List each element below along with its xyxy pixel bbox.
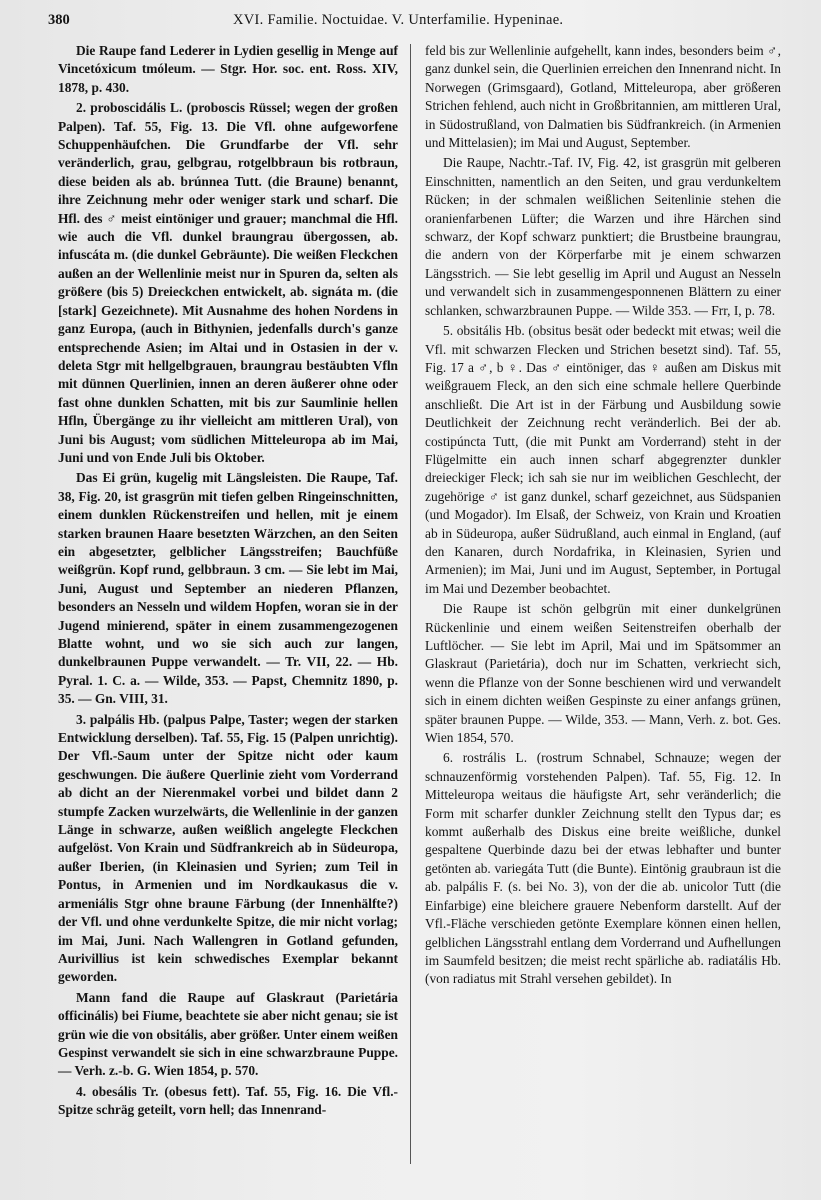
paragraph-obesalis-cont: feld bis zur Wellenlinie aufgehellt, kann indes, besonders beim ♂, ganz dunkel sein, die Querlinien erreichen den Innenrand nicht. In Norwegen (Grimsgaard), Gotland, Mitteleuropa, aber größeren Strichen fehlend, auch nicht in Großbritannien, am mittleren Ural, in Südostrußland, von Dalmatien bis Südfrankreich. (in Armenien und Mittelasien); im Mai und August, September. xyxy=(425,43,781,151)
page-number: 380 xyxy=(48,12,70,28)
paragraph-raupe-obesalis: Die Raupe, Nachtr.-Taf. IV, Fig. 42, ist grasgrün mit gelberen Einschnitten, namentlich an den Seiten, und grau verdunkeltem Rücken; in der schmalen weißlichen Seitenlinie stehen die oranienfarbenen Lüfter; die Warzen und ihre Härchen sind schwarz, der Kopf schwarz punktiert; die Brustbeine braungrau, die andern von der Körperfarbe mit je einem schwarzen Längsstrich. — Sie lebt gesellig im April und August an Nesseln und verwandelt sich in zusammengesponnenen Blättern zu einer schlanken, schwarzbraunen Puppe. — Wilde 353. — Frr, I, p. 78. xyxy=(425,155,781,318)
paragraph-obsitalis: 5. obsitális Hb. (obsitus besät oder bedeckt mit etwas; weil die Vfl. mit schwarzen Flecken und Strichen besetzt sind). Taf. 55, Fig. 17 a ♂, b ♀. Das ♂ eintöniger, das ♀ außen am Diskus mit weißgrauem Fleck, an den sich eine schmale hellere Querbinde anschließt. Die Art ist in der Färbung und Ausbildung sowie Deutlichkeit der Zeichnung recht veränderlich. Bei der ab. costipúncta Tutt, (die mit Punkt am Vorderrand) steht in der Flügelmitte ein auch innen scharf abgegrenzter dunkler dreieckiger Fleck; ich sah sie nur im weiblichen Geschlecht, der zugehörige ♂ ist ganz dunkel, scharf gezeichnet, aus Südspanien (und Mogador). Im Elsaß, der Schweiz, von Krain und Kroatien ab in Südeuropa, außer Südrußland, auch einmal in England, (auf den Kanaren, durch Nordafrika, in Kleinasien, Syrien und Armenien); im Mai, Juni und im August, September, in Portugal im Mai und Dezember beobachtet. xyxy=(425,323,781,596)
paragraph-mann-raupe: Mann fand die Raupe auf Glaskraut (Parietária officinális) bei Fiume, beachtete sie aber nicht genau; sie ist grün wie die von obsitális, aber größer. Unter einem weißen Gespinst verwandelt sie sich in eine schwarzbraune Puppe. — Verh. z.-b. G. Wien 1854, p. 570. xyxy=(58,989,398,1079)
left-column xyxy=(58,42,398,1120)
running-head: XVI. Familie. Noctuidae. V. Unterfamilie. Hypeninae. xyxy=(233,12,564,28)
column-divider xyxy=(410,44,411,1164)
page-header xyxy=(48,10,808,34)
paragraph-raupe-obsitalis: Die Raupe ist schön gelbgrün mit einer dunkelgrünen Rückenlinie und einem weißen Seitenstreifen oberhalb der Luftlöcher. — Sie lebt im April, Mai und im Spätsommer an Glaskraut (Parietária), doch nur im Schatten, verkriecht sich, wenn die Pflanze von der Sonne beschienen wird und verwandelt sich in einem dichten weißen Gespinste zu einer anfangs grünen, später braunen Puppe. — Wilde, 353. — Mann, Verh. z. bot. Ges. Wien 1854, 570. xyxy=(425,601,781,746)
paragraph-ei-raupe-proboscidalis: Das Ei grün, kugelig mit Längsleisten. Die Raupe, Taf. 38, Fig. 20, ist grasgrün mit tiefen gelben Ringeinschnitten, einem dunklen Rückenstreifen und hellen, mit je einem starken braunen Haare besetzten Wärzchen, an den Seiten ein abgesetzter, gelblicher Längsstreifen; Bauchfüße weißgrün. Kopf rund, gelbbraun. 3 cm. — Sie lebt im Mai, Juni, August und September an niederen Pflanzen, besonders an Nesseln und wildem Hopfen, woran sie in der Jugend minierend, später in einem zusammengezogenen Blatte wohnt, und wo sie sich auch zur langen, dunkelbraunen Puppe verwandelt. — Tr. VII, 22. — Hb. Pyral. 1. C. a. — Wilde, 353. — Papst, Chemnitz 1890, p. 35. — Gn. VIII, 31. xyxy=(58,470,398,707)
paragraph-proboscidalis: 2. proboscidális L. (proboscis Rüssel; wegen der großen Palpen). Taf. 55, Fig. 13. Die Vfl. ohne aufgeworfene Schuppenhäufchen. Die Grundfarbe der Vfl. sehr veränderlich, grau, gelbgrau, rotgelbbraun bis rotbraun, diese beiden als ab. brúnnea Tutt. (die Braune) benannt, ihre Zeichnung mehr oder weniger stark und scharf. Die Hfl. des ♂ meist eintöniger und grauer; manchmal die Hfl. wie auch die Vfl. dunkel braungrau übergossen, ab. infuscáta m. (die dunkel Gebräunte). Die weißen Fleckchen außen an der Wellenlinie meist nur in Spuren da, selten als größere (bis 5) Dreieckchen entwickelt, ab. signáta m. (die [stark] Gezeichnete). Mit Ausnahme des hohen Nordens in ganz Europa, (auch in Bithynien, jedenfalls durch's ganze entsprechende Asien; im Altai und in Ostasien in der v. deleta Stgr mit hellgelbgrauen, braungrau bestäubten Vfln mit dünnen Querlinien, innen an deren äußerer ohne oder fast ohne dunklen Schatten, mit bis zur Saumlinie hellen Hfln, Übergänge zu ihr vielleicht am mittleren Ural), von Juni bis August; vom südlichen Mitteleuropa ab im Mai, Juni und von Ende Juli bis Oktober. xyxy=(58,100,398,465)
right-column xyxy=(425,42,781,989)
paragraph-raupe-lederer: Die Raupe fand Lederer in Lydien gesellig in Menge auf Vincetóxicum tmóleum. — Stgr. Hor. soc. ent. Ross. XIV, 1878, p. 430. xyxy=(58,43,398,95)
paragraph-obesalis: 4. obesális Tr. (obesus fett). Taf. 55, Fig. 16. Die Vfl.-Spitze schräg geteilt, vorn hell; das Innenrand- xyxy=(58,1083,398,1118)
paragraph-rostralis: 6. rostrális L. (rostrum Schnabel, Schnauze; wegen der schnauzenförmig vorstehenden Palpen). Taf. 55, Fig. 12. In Mitteleuropa weitaus die häufigste Art, sehr veränderlich; die Form mit scharfer dunkler Zeichnung stellt den Typus dar; es kommt außerhalb des Diskus eine breite weißliche, dunkel gespaltene Querbinde dazu bei der etwas lebhafter und bunter getönten ab. variegáta Tutt (die Bunte). Eintönig graubraun ist die ab. palpális F. (s. bei No. 3), von der die ab. unicolor Tutt (die Einfarbige) eine bleichere grauere Nebenform darstellt. Auf der Vfl.-Fläche verschieden getönte Exemplare können einen hellen, gelblichen Längsstrahl entlang dem Vorderrand und Aufhellungen im Saumfeld besitzen; die meist recht spärliche ab. radiatális Hb. (von radiatus mit Strahl versehen gebildet). In xyxy=(425,750,781,987)
paragraph-palpalis: 3. palpális Hb. (palpus Palpe, Taster; wegen der starken Entwicklung derselben). Taf. 55, Fig. 15 (Palpen unrichtig). Der Vfl.-Saum unter der Spitze nicht oder kaum geschwungen. Die äußere Querlinie zieht vom Vorderrand ab dicht an der Nierenmakel vorbei und bildet dann 2 stumpfe Zacken wurzelwärts, die Wellenlinie in der ganzen Länge in schwarze, außen weißlich angelegte Fleckchen aufgelöst. Von Krain und Südfrankreich ab in Südeuropa, außer Iberien, (in Kleinasien und Syrien; zum Teil in Pontus, in Armenien und im Nordkaukasus die v. armeniális Stgr ohne braune Färbung (der Innenhälfte?) der Vfl. und ohne verdunkelte Spitze, die mir nicht vorlag; im Mai, Juni. Nach Wallengren in Gotland gefunden, Aurivillius ist kein schwedisches Exemplar bekannt geworden. xyxy=(58,711,398,985)
